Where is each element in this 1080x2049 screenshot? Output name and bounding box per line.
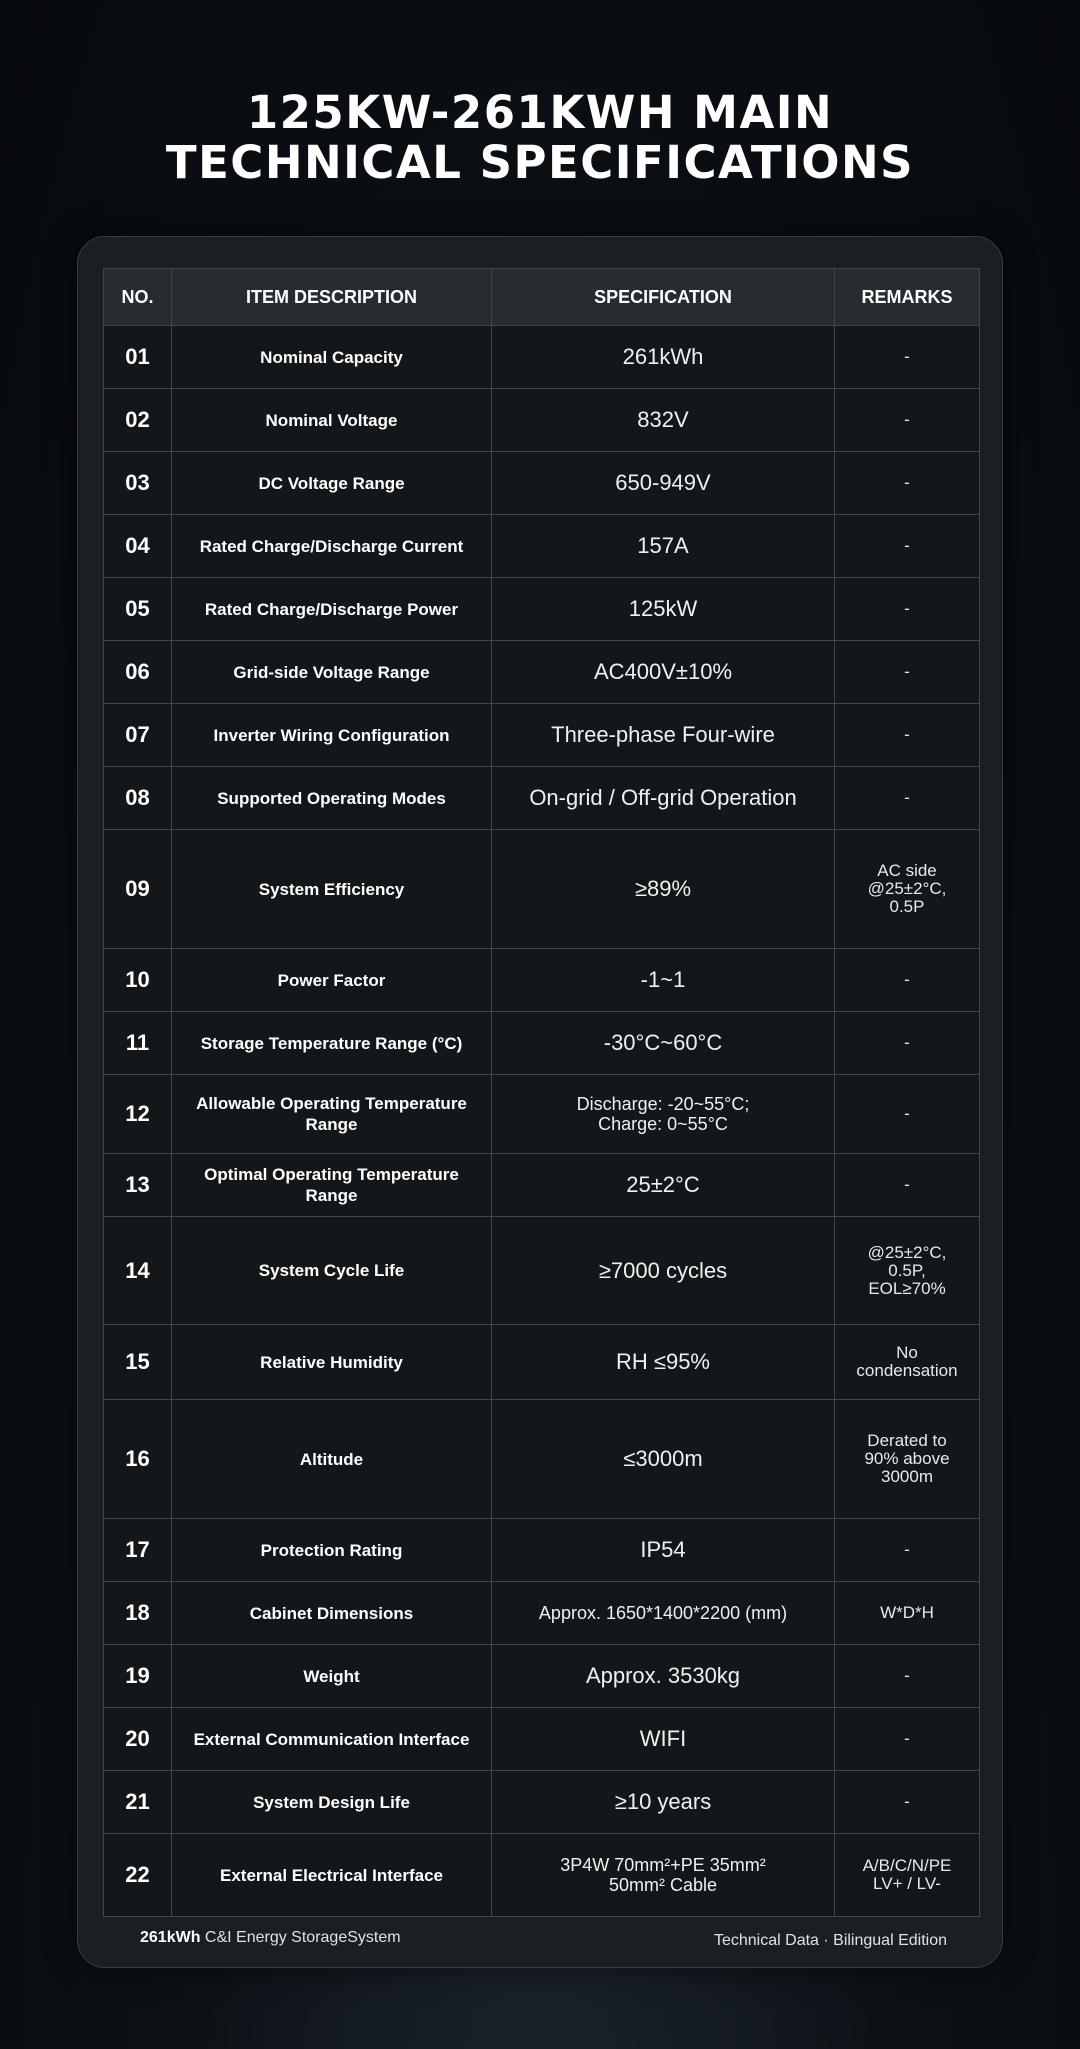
item-description: Optimal Operating Temperature Range <box>172 1154 492 1217</box>
specification-value: Three-phase Four-wire <box>492 704 835 767</box>
row-number: 10 <box>104 949 172 1012</box>
table-row <box>104 1325 980 1400</box>
table-body <box>104 326 980 1917</box>
page-title <box>0 88 1080 188</box>
remarks-value: - <box>835 1708 980 1771</box>
header-description: ITEM DESCRIPTION <box>172 269 492 326</box>
spec-table <box>103 268 980 1917</box>
row-number: 11 <box>104 1012 172 1075</box>
footer-edition: Technical Data · Bilingual Edition <box>713 1932 947 1949</box>
row-number: 07 <box>104 704 172 767</box>
item-description: System Efficiency <box>172 830 492 949</box>
header-remarks: REMARKS <box>835 269 980 326</box>
table-row <box>104 1519 980 1582</box>
specification-value: RH ≤95% <box>492 1325 835 1400</box>
table-row <box>104 1400 980 1519</box>
header-no: NO. <box>104 269 172 326</box>
row-number: 12 <box>104 1075 172 1154</box>
row-number: 15 <box>104 1325 172 1400</box>
row-number: 01 <box>104 326 172 389</box>
table-row <box>104 767 980 830</box>
row-number: 02 <box>104 389 172 452</box>
row-number: 06 <box>104 641 172 704</box>
row-number: 14 <box>104 1217 172 1325</box>
item-description: Rated Charge/Discharge Current <box>172 515 492 578</box>
table-row <box>104 1771 980 1834</box>
row-number: 19 <box>104 1645 172 1708</box>
item-description: Altitude <box>172 1400 492 1519</box>
remarks-value: @25±2°C, 0.5P, EOL≥70% <box>835 1217 980 1325</box>
item-description: External Communication Interface <box>172 1708 492 1771</box>
table-row <box>104 1154 980 1217</box>
row-number: 22 <box>104 1834 172 1917</box>
row-number: 18 <box>104 1582 172 1645</box>
remarks-value: No condensation <box>835 1325 980 1400</box>
remarks-value: - <box>835 1519 980 1582</box>
specification-value: 832V <box>492 389 835 452</box>
item-description: System Cycle Life <box>172 1217 492 1325</box>
item-description: Relative Humidity <box>172 1325 492 1400</box>
row-number: 03 <box>104 452 172 515</box>
remarks-value: W*D*H <box>835 1582 980 1645</box>
item-description: Rated Charge/Discharge Power <box>172 578 492 641</box>
remarks-value: - <box>835 704 980 767</box>
table-row <box>104 1708 980 1771</box>
remarks-value: - <box>835 515 980 578</box>
row-number: 21 <box>104 1771 172 1834</box>
table-row <box>104 949 980 1012</box>
specification-value: 650-949V <box>492 452 835 515</box>
specification-value: Discharge: -20~55°C; Charge: 0~55°C <box>492 1075 835 1154</box>
table-row <box>104 389 980 452</box>
table-row <box>104 1645 980 1708</box>
header-specification: SPECIFICATION <box>492 269 835 326</box>
page-title-line-1: 125KW-261KWH MAIN <box>246 86 834 139</box>
remarks-value: - <box>835 1154 980 1217</box>
page-title-line-2: TECHNICAL SPECIFICATIONS <box>165 136 915 189</box>
remarks-value: Derated to 90% above 3000m <box>835 1400 980 1519</box>
specification-value: 125kW <box>492 578 835 641</box>
row-number: 17 <box>104 1519 172 1582</box>
item-description: Nominal Voltage <box>172 389 492 452</box>
footer-product <box>140 1929 401 1947</box>
remarks-value: - <box>835 1771 980 1834</box>
item-description: Allowable Operating Temperature Range <box>172 1075 492 1154</box>
item-description: Protection Rating <box>172 1519 492 1582</box>
item-description: Storage Temperature Range (°C) <box>172 1012 492 1075</box>
specification-value: Approx. 1650*1400*2200 (mm) <box>492 1582 835 1645</box>
table-row <box>104 1834 980 1917</box>
item-description: DC Voltage Range <box>172 452 492 515</box>
row-number: 05 <box>104 578 172 641</box>
row-number: 13 <box>104 1154 172 1217</box>
table-header-row <box>104 269 980 326</box>
item-description: Cabinet Dimensions <box>172 1582 492 1645</box>
specification-value: ≥89% <box>492 830 835 949</box>
table-row <box>104 1582 980 1645</box>
specification-value: 3P4W 70mm²+PE 35mm² 50mm² Cable <box>492 1834 835 1917</box>
row-number: 16 <box>104 1400 172 1519</box>
item-description: System Design Life <box>172 1771 492 1834</box>
table-row <box>104 830 980 949</box>
specification-value: ≤3000m <box>492 1400 835 1519</box>
remarks-value: - <box>835 949 980 1012</box>
remarks-value: - <box>835 767 980 830</box>
row-number: 20 <box>104 1708 172 1771</box>
specification-value: IP54 <box>492 1519 835 1582</box>
remarks-value: - <box>835 326 980 389</box>
table-row <box>104 515 980 578</box>
footer-product-name: C&I Energy StorageSystem <box>200 1929 401 1946</box>
table-row <box>104 1012 980 1075</box>
specification-value: AC400V±10% <box>492 641 835 704</box>
item-description: Weight <box>172 1645 492 1708</box>
item-description: Supported Operating Modes <box>172 767 492 830</box>
table-row <box>104 1075 980 1154</box>
table-row <box>104 704 980 767</box>
remarks-value: AC side @25±2°C, 0.5P <box>835 830 980 949</box>
table-row <box>104 326 980 389</box>
specification-value: -30°C~60°C <box>492 1012 835 1075</box>
row-number: 09 <box>104 830 172 949</box>
remarks-value: - <box>835 1075 980 1154</box>
specification-value: -1~1 <box>492 949 835 1012</box>
specification-value: 261kWh <box>492 326 835 389</box>
table-row <box>104 1217 980 1325</box>
table-row <box>104 578 980 641</box>
remarks-value: - <box>835 1645 980 1708</box>
table-row <box>104 452 980 515</box>
specification-value: On-grid / Off-grid Operation <box>492 767 835 830</box>
footer-product-capacity: 261kWh <box>140 1929 201 1946</box>
specification-value: ≥7000 cycles <box>492 1217 835 1325</box>
specification-value: ≥10 years <box>492 1771 835 1834</box>
specification-value: WIFI <box>492 1708 835 1771</box>
row-number: 08 <box>104 767 172 830</box>
remarks-value: A/B/C/N/PE LV+ / LV- <box>835 1834 980 1917</box>
remarks-value: - <box>835 578 980 641</box>
remarks-value: - <box>835 641 980 704</box>
item-description: Power Factor <box>172 949 492 1012</box>
specification-value: 25±2°C <box>492 1154 835 1217</box>
item-description: External Electrical Interface <box>172 1834 492 1917</box>
item-description: Inverter Wiring Configuration <box>172 704 492 767</box>
remarks-value: - <box>835 1012 980 1075</box>
specification-value: 157A <box>492 515 835 578</box>
row-number: 04 <box>104 515 172 578</box>
remarks-value: - <box>835 452 980 515</box>
table-row <box>104 641 980 704</box>
item-description: Nominal Capacity <box>172 326 492 389</box>
remarks-value: - <box>835 389 980 452</box>
item-description: Grid-side Voltage Range <box>172 641 492 704</box>
specification-value: Approx. 3530kg <box>492 1645 835 1708</box>
